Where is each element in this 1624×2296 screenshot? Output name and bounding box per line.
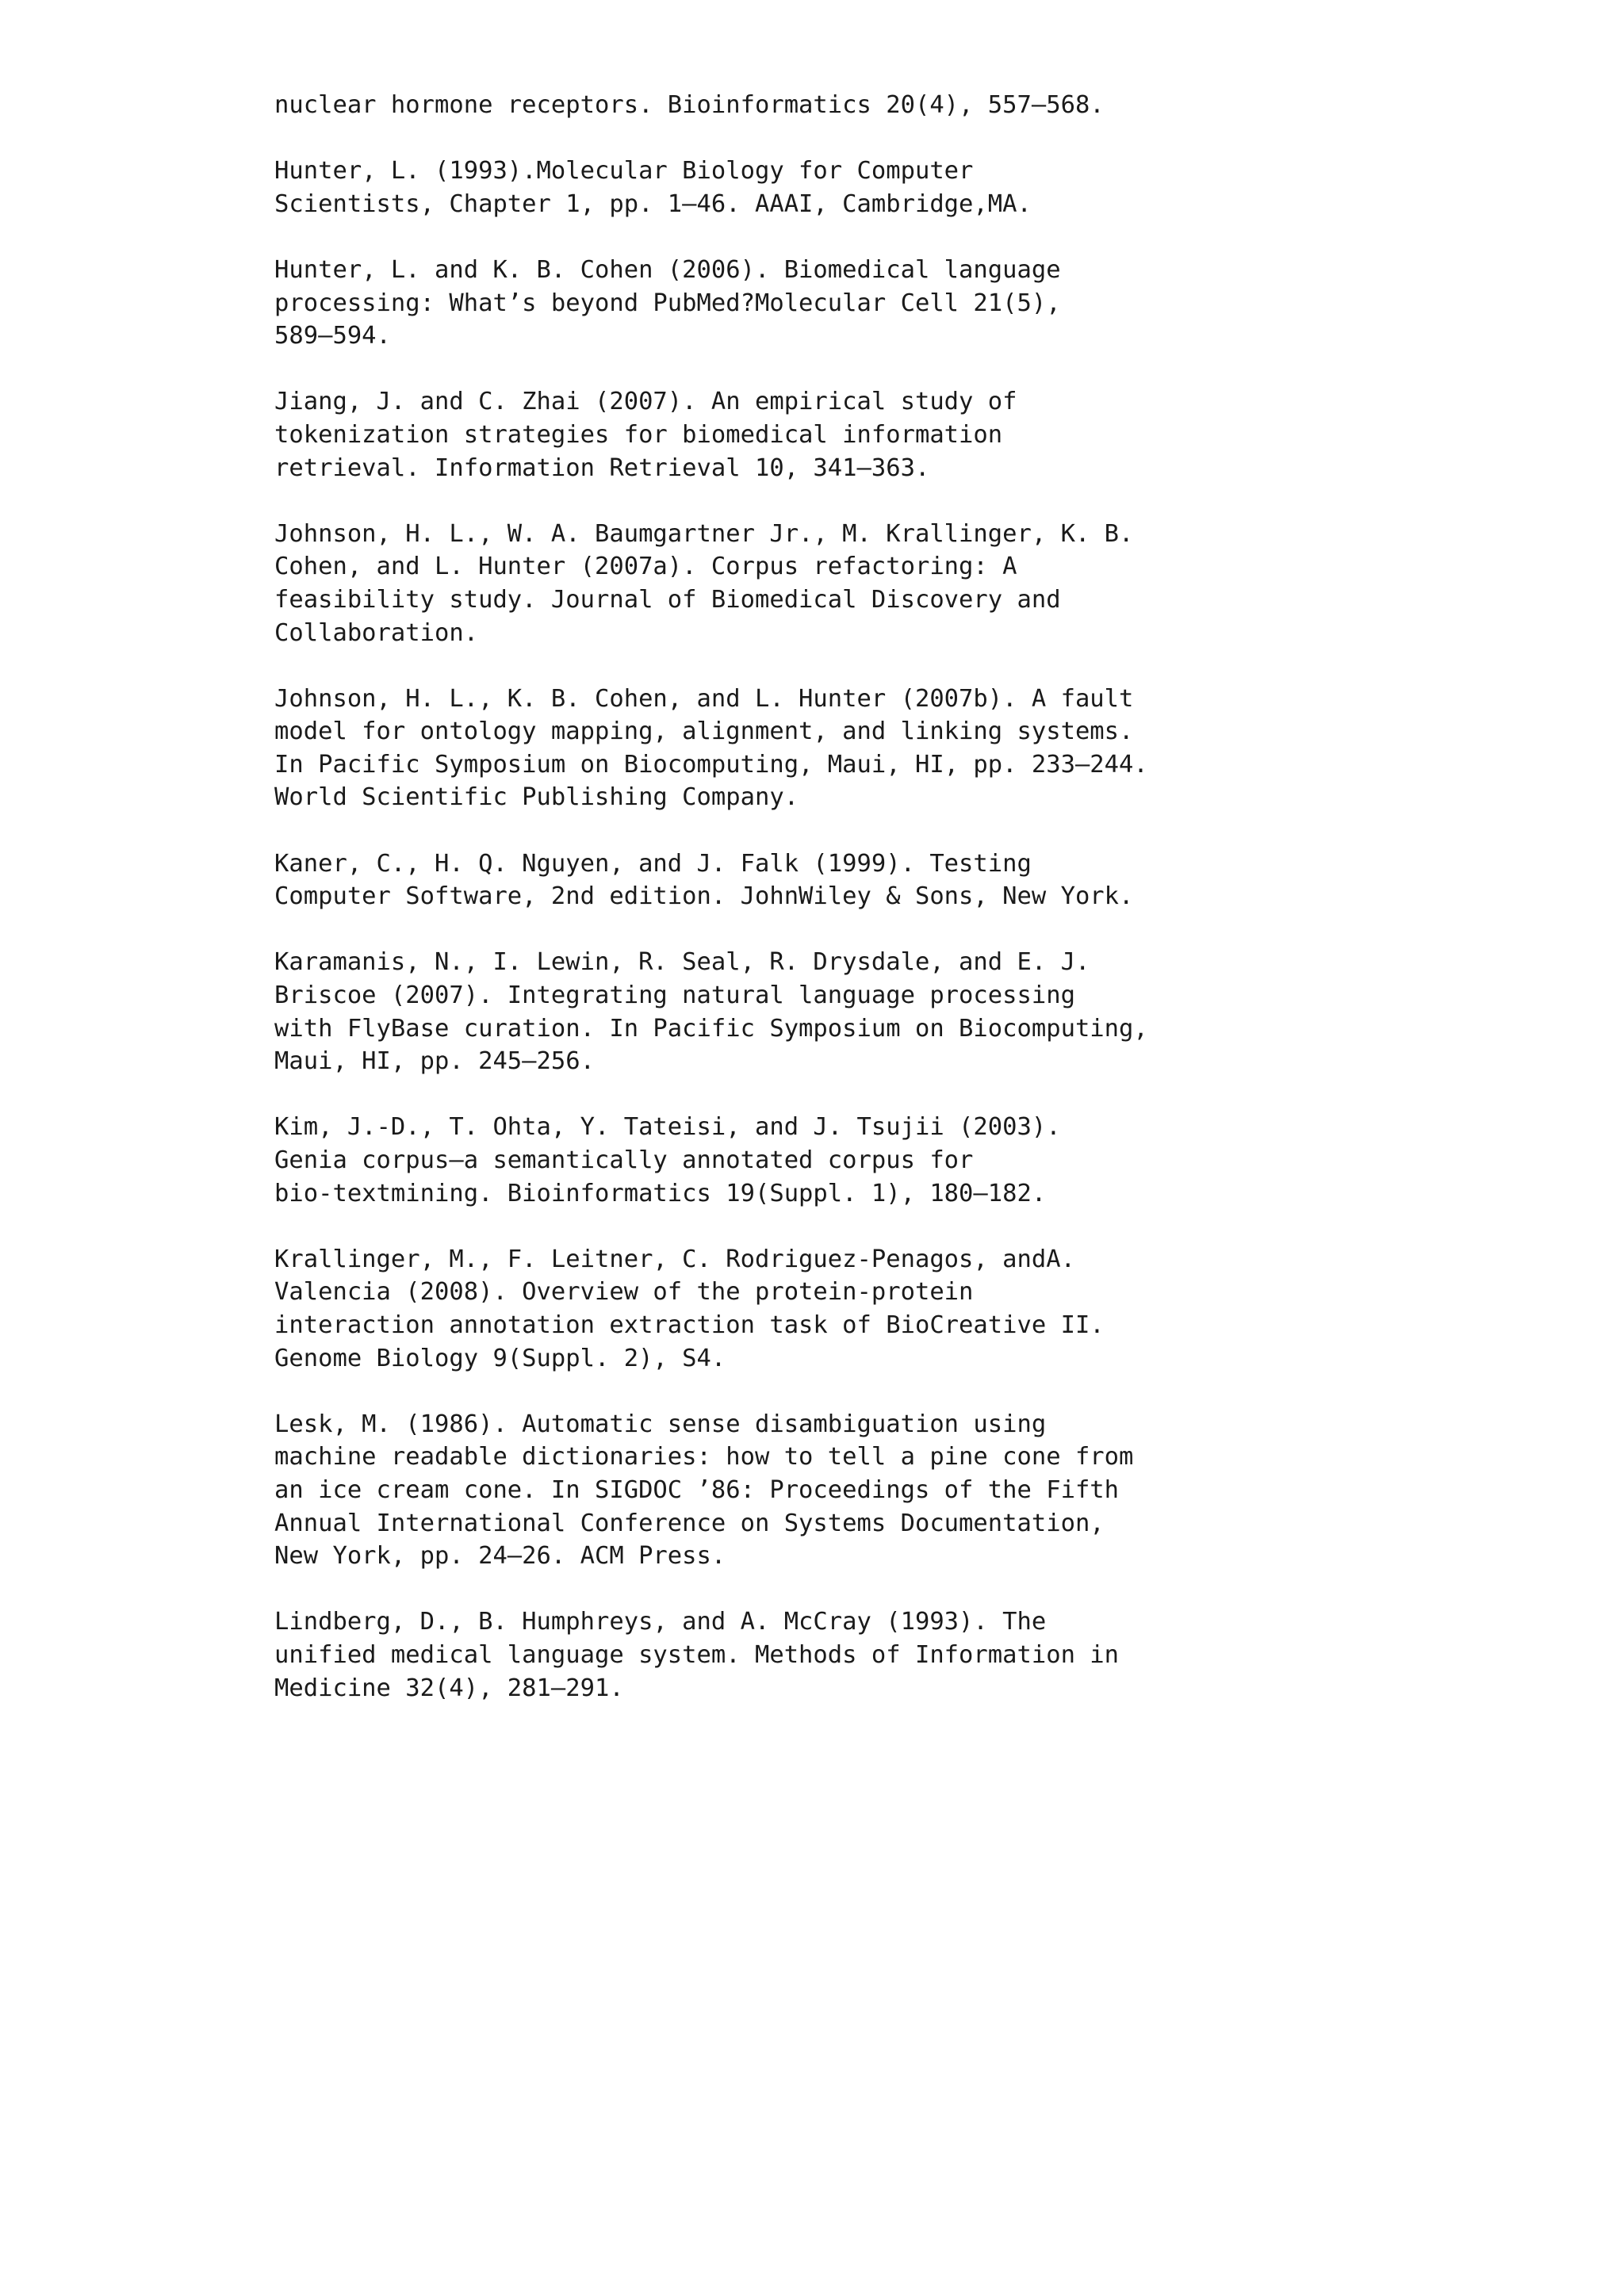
reference-entry [274, 1408, 1400, 1573]
reference-line: Hunter, L. (1993).Molecular Biology for Computer [274, 157, 974, 186]
reference-line: processing: What’s beyond PubMed?Molecular Cell 21(5), [274, 289, 1061, 317]
reference-line: In Pacific Symposium on Biocomputing, Maui, HI, pp. 233–244. [274, 750, 1148, 779]
reference-line: tokenization strategies for biomedical information [274, 420, 1003, 449]
reference-line: Krallinger, M., F. Leitner, C. Rodriguez-Penagos, andA. [274, 1245, 1075, 1273]
reference-line: Genome Biology 9(Suppl. 2), S4. [274, 1344, 726, 1372]
reference-entry [274, 1605, 1400, 1705]
reference-entry [274, 683, 1400, 814]
reference-entry [274, 518, 1400, 649]
reference-line: Valencia (2008). Overview of the protein-protein [274, 1278, 974, 1307]
reference-line: Medicine 32(4), 281–291. [274, 1674, 624, 1702]
reference-line: Jiang, J. and C. Zhai (2007). An empirical study of [274, 388, 1017, 416]
reference-line: retrieval. Information Retrieval 10, 341–363. [274, 453, 930, 482]
reference-line: Collaboration. [274, 618, 479, 647]
reference-entry [274, 1243, 1400, 1375]
reference-line: Johnson, H. L., K. B. Cohen, and L. Hunter (2007b). A fault [274, 684, 1134, 713]
reference-line: machine readable dictionaries: how to tell a pine cone from [274, 1443, 1134, 1471]
reference-line: nuclear hormone receptors. Bioinformatics 20(4), 557–568. [274, 91, 1105, 119]
reference-line: Karamanis, N., I. Lewin, R. Seal, R. Drysdale, and E. J. [274, 948, 1090, 977]
reference-line: Maui, HI, pp. 245–256. [274, 1047, 595, 1076]
reference-line: Genia corpus—a semantically annotated corpus for [274, 1146, 974, 1174]
reference-entry [274, 254, 1400, 353]
reference-line: feasibility study. Journal of Biomedical Discovery and [274, 585, 1061, 614]
reference-line: Hunter, L. and K. B. Cohen (2006). Biomedical language [274, 255, 1061, 284]
reference-line: New York, pp. 24–26. ACM Press. [274, 1542, 726, 1571]
reference-entry [274, 385, 1400, 484]
reference-line: Kaner, C., H. Q. Nguyen, and J. Falk (1999). Testing [274, 849, 1032, 878]
reference-line: Briscoe (2007). Integrating natural language processing [274, 982, 1075, 1010]
reference-line: Scientists, Chapter 1, pp. 1–46. AAAI, Cambridge,MA. [274, 189, 1032, 218]
reference-line: interaction annotation extraction task of BioCreative II. [274, 1311, 1105, 1339]
reference-entry [274, 946, 1400, 1077]
reference-line: Lindberg, D., B. Humphreys, and A. McCray (1993). The [274, 1608, 1047, 1636]
reference-entry [274, 848, 1400, 913]
reference-line: Annual International Conference on Systems Documentation, [274, 1509, 1105, 1537]
reference-line: bio-textmining. Bioinformatics 19(Suppl. 1), 180–182. [274, 1179, 1047, 1207]
reference-entry [274, 1111, 1400, 1210]
reference-line: Johnson, H. L., W. A. Baumgartner Jr., M. Krallinger, K. B. [274, 519, 1134, 548]
reference-line: Kim, J.-D., T. Ohta, Y. Tateisi, and J. Tsujii (2003). [274, 1113, 1061, 1142]
reference-line: model for ontology mapping, alignment, and linking systems. [274, 718, 1134, 746]
reference-line: 589–594. [274, 322, 391, 350]
reference-list [274, 89, 1400, 1705]
reference-line: World Scientific Publishing Company. [274, 783, 799, 812]
reference-line: Cohen, and L. Hunter (2007a). Corpus refactoring: A [274, 553, 1017, 581]
reference-entry [274, 89, 1400, 122]
reference-line: with FlyBase curation. In Pacific Symposium on Biocomputing, [274, 1014, 1148, 1043]
reference-line: unified medical language system. Methods of Information in [274, 1640, 1120, 1669]
reference-line: Computer Software, 2nd edition. JohnWiley & Sons, New York. [274, 882, 1134, 911]
reference-line: Lesk, M. (1986). Automatic sense disambiguation using [274, 1410, 1047, 1438]
reference-entry [274, 155, 1400, 220]
reference-line: an ice cream cone. In SIGDOC ’86: Proceedings of the Fifth [274, 1475, 1120, 1504]
